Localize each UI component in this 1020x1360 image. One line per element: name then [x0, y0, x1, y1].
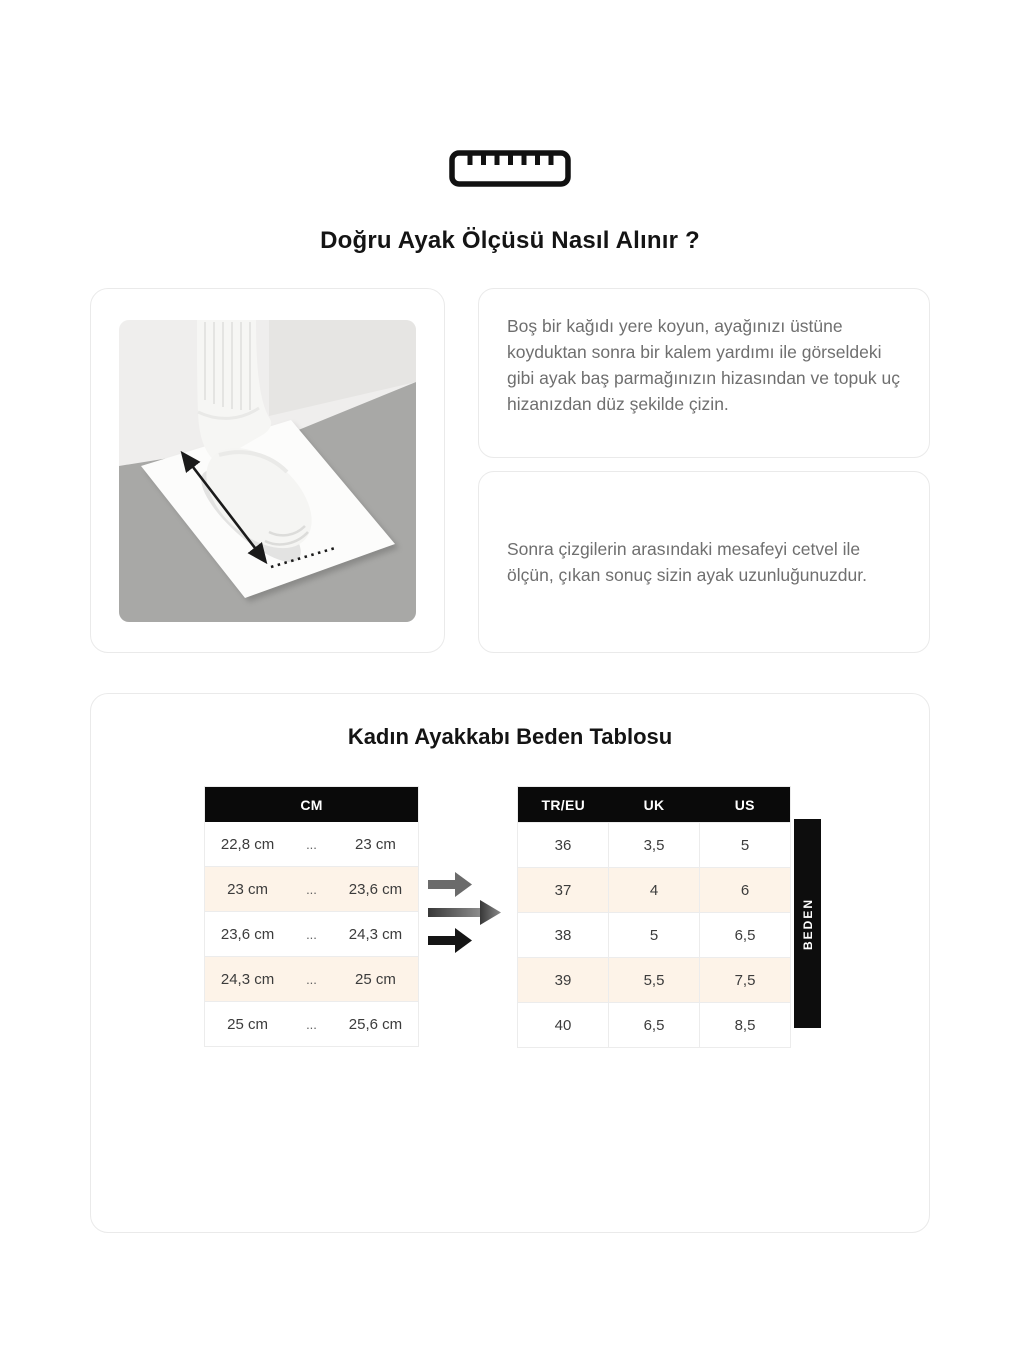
- size-table: [517, 786, 791, 1048]
- hero-section: [90, 148, 930, 255]
- right-arrows-icon: [428, 870, 508, 956]
- ruler-icon: [448, 148, 572, 188]
- cm-cell: 25 cm: [205, 1002, 291, 1047]
- measurement-photo-card: [90, 288, 445, 653]
- size-row: [518, 958, 791, 1003]
- cm-table: [204, 786, 419, 1047]
- conversion-arrows: [419, 786, 517, 956]
- size-cell: 39: [518, 958, 609, 1003]
- page-title: Doğru Ayak Ölçüsü Nasıl Alınır ?: [320, 227, 700, 254]
- size-cell: 5,5: [609, 958, 700, 1003]
- size-cell: 37: [518, 868, 609, 913]
- beden-side-bar: [794, 819, 821, 1028]
- cm-sep: ...: [290, 957, 333, 1002]
- cm-cell: 25,6 cm: [333, 1002, 419, 1047]
- size-cell: 4: [609, 868, 700, 913]
- cm-sep: ...: [290, 1002, 333, 1047]
- size-cell: 40: [518, 1003, 609, 1048]
- size-cell: 36: [518, 823, 609, 868]
- size-cell: 6,5: [609, 1003, 700, 1048]
- size-header-uk: UK: [609, 787, 700, 823]
- size-cell: 6: [700, 868, 791, 913]
- cm-cell: 24,3 cm: [333, 912, 419, 957]
- size-row: [518, 913, 791, 958]
- size-cell: 6,5: [700, 913, 791, 958]
- size-cell: 3,5: [609, 823, 700, 868]
- cm-cell: 23,6 cm: [205, 912, 291, 957]
- instruction-step-2-text: Sonra çizgilerin arasındaki mesafeyi cetvel ile ölçün, çıkan sonuç sizin ayak uzunluğunuzdur.: [507, 539, 867, 585]
- size-chart-tables: [91, 786, 929, 1048]
- cm-sep: ...: [290, 867, 333, 912]
- size-header-tr-eu: TR/EU: [518, 787, 609, 823]
- size-cell: 7,5: [700, 958, 791, 1003]
- cm-row: [205, 867, 419, 912]
- beden-label: BEDEN: [800, 897, 815, 950]
- cm-cell: 23 cm: [333, 822, 419, 867]
- size-row: [518, 823, 791, 868]
- page-content: [90, 0, 930, 1233]
- cm-row: [205, 1002, 419, 1047]
- instruction-boxes: [478, 288, 930, 653]
- cm-cell: 24,3 cm: [205, 957, 291, 1002]
- size-header-us: US: [700, 787, 791, 823]
- size-cell: 38: [518, 913, 609, 958]
- cm-row: [205, 957, 419, 1002]
- size-chart-title: Kadın Ayakkabı Beden Tablosu: [347, 724, 673, 749]
- size-cell: 5: [609, 913, 700, 958]
- measure-section: [90, 288, 930, 653]
- size-cell: 8,5: [700, 1003, 791, 1048]
- size-chart-card: [90, 693, 930, 1233]
- size-cell: 5: [700, 823, 791, 868]
- size-row: [518, 1003, 791, 1048]
- instruction-step-1: [478, 288, 930, 458]
- cm-cell: 23 cm: [205, 867, 291, 912]
- cm-table-header: CM: [205, 787, 419, 823]
- cm-cell: 22,8 cm: [205, 822, 291, 867]
- cm-cell: 23,6 cm: [333, 867, 419, 912]
- cm-row: [205, 822, 419, 867]
- cm-cell: 25 cm: [333, 957, 419, 1002]
- foot-measure-illustration: [119, 320, 416, 622]
- measurement-photo: [119, 320, 416, 622]
- instruction-step-1-text: Boş bir kağıdı yere koyun, ayağınızı üstüne koyduktan sonra bir kalem yardımı ile görseldeki gibi ayak baş parmağınızın hizasından ve topuk uç hizanızdan düz şekilde çizin.: [507, 316, 901, 414]
- cm-sep: ...: [290, 912, 333, 957]
- cm-sep: ...: [290, 822, 333, 867]
- cm-row: [205, 912, 419, 957]
- size-row: [518, 868, 791, 913]
- instruction-step-2: [478, 471, 930, 653]
